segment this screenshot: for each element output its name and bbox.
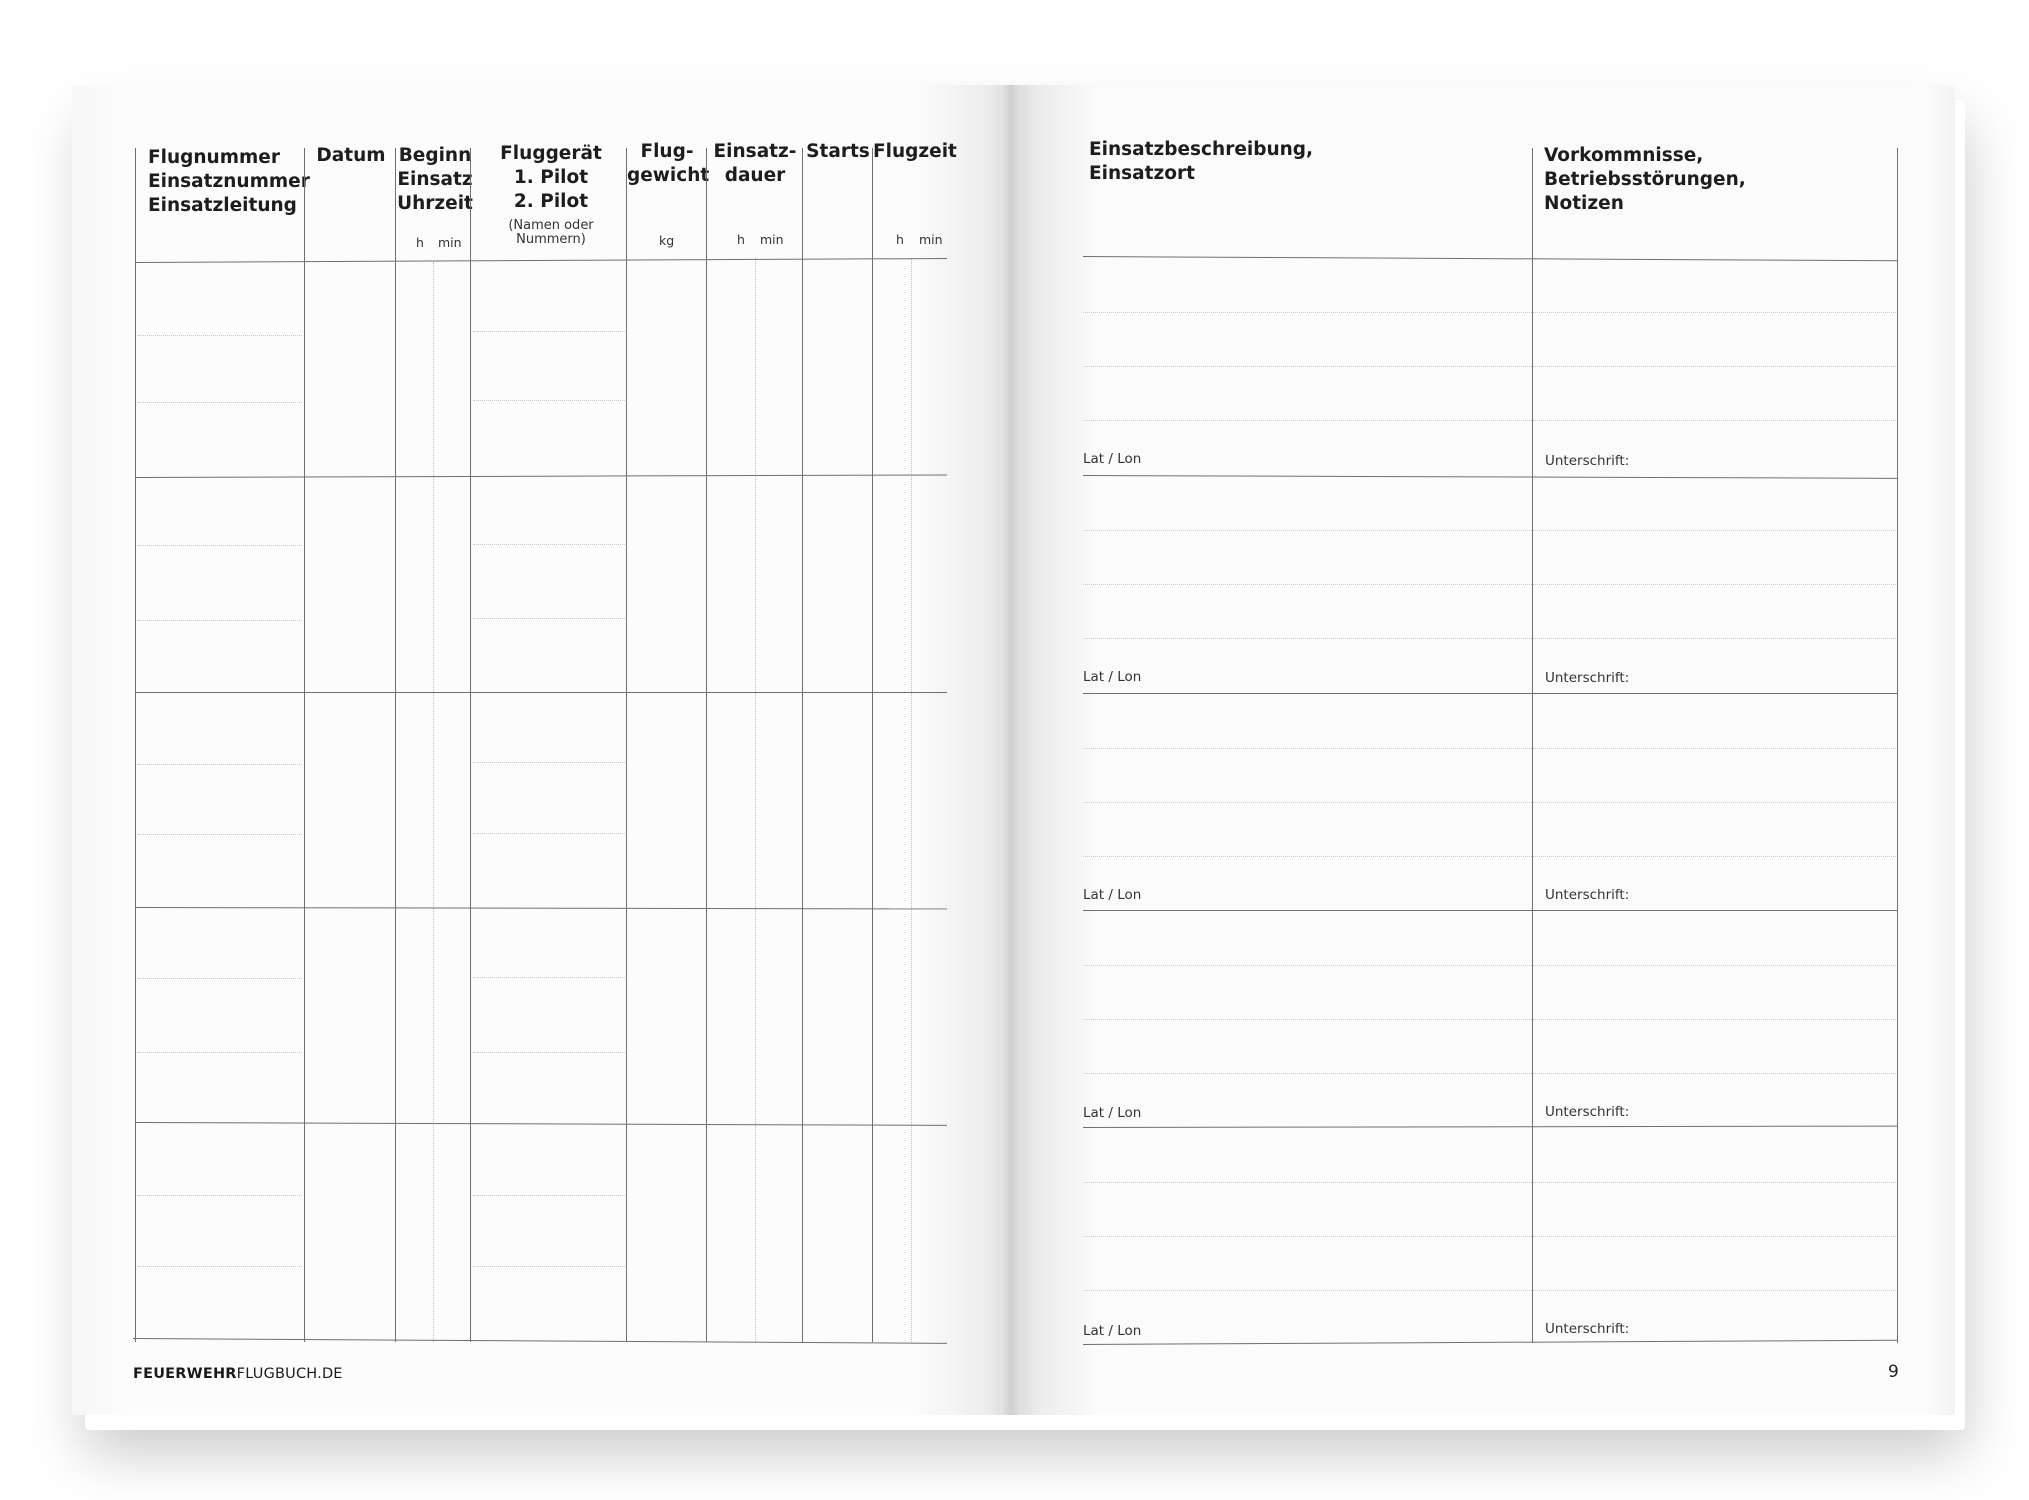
right-page	[1015, 85, 1955, 1415]
writing-line	[1083, 748, 1896, 749]
row-divider	[1083, 693, 1898, 694]
writing-line	[1083, 420, 1896, 421]
row-divider	[135, 692, 947, 693]
writing-line	[473, 977, 625, 978]
writing-line	[473, 618, 625, 619]
col-divider	[626, 148, 627, 1342]
footer-brand: FEUERWEHRFLUGBUCH.DE	[133, 1366, 343, 1382]
writing-line	[138, 1052, 302, 1053]
writing-line	[138, 764, 302, 765]
header-starts: Starts	[806, 141, 870, 162]
book-gutter	[1000, 85, 1022, 1415]
col-divider	[872, 148, 873, 1342]
col-divider	[395, 148, 396, 1342]
writing-line	[473, 1052, 625, 1053]
writing-line	[138, 402, 302, 403]
col-divider	[802, 148, 803, 1342]
einsatzdauer-unit-h: h	[737, 232, 745, 247]
row-divider	[1083, 910, 1898, 911]
writing-line	[1083, 965, 1896, 966]
fluggewicht-unit: kg	[659, 233, 675, 248]
header-flugnummer: Flugnummer Einsatznummer Einsatzleitung	[148, 147, 310, 216]
writing-line	[138, 1195, 302, 1196]
left-table-border	[135, 148, 136, 1342]
writing-line	[138, 335, 302, 336]
writing-line	[1083, 1182, 1896, 1183]
writing-line	[473, 331, 625, 332]
fluggeraet-note: (Namen oder Nummern)	[508, 218, 594, 247]
signature-label: Unterschrift:	[1545, 1104, 1630, 1120]
writing-line	[473, 1195, 625, 1196]
flugzeit-unit-h: h	[896, 232, 904, 247]
header-fluggewicht: Flug- gewicht	[627, 141, 710, 186]
col-divider	[470, 148, 471, 1342]
writing-line	[1083, 802, 1896, 803]
writing-line	[1083, 1073, 1896, 1074]
latlon-label: Lat / Lon	[1083, 887, 1142, 903]
latlon-label: Lat / Lon	[1083, 451, 1142, 467]
writing-line	[1083, 638, 1896, 639]
writing-line	[1083, 856, 1896, 857]
writing-line	[473, 544, 625, 545]
col-divider	[304, 148, 305, 1342]
writing-line	[138, 834, 302, 835]
writing-line	[1083, 366, 1896, 367]
writing-line	[138, 620, 302, 621]
writing-line	[473, 400, 625, 401]
signature-label: Unterschrift:	[1545, 887, 1630, 903]
header-vorkommnisse: Vorkommnisse, Betriebsstörungen, Notizen	[1544, 145, 1746, 214]
writing-line	[1083, 312, 1896, 313]
header-flugzeit: Flugzeit	[873, 141, 957, 162]
writing-line	[1083, 1236, 1896, 1237]
signature-label: Unterschrift:	[1545, 670, 1630, 686]
header-beginn: Beginn Einsatz Uhrzeit	[397, 145, 473, 214]
signature-label: Unterschrift:	[1545, 1321, 1630, 1337]
col-subdivider	[911, 258, 912, 1342]
writing-line	[1083, 1019, 1896, 1020]
left-page	[72, 85, 1007, 1415]
latlon-label: Lat / Lon	[1083, 1105, 1142, 1121]
page-number: 9	[1888, 1362, 1899, 1382]
col-subdivider	[433, 262, 434, 1342]
header-einsatzdauer: Einsatz- dauer	[713, 141, 797, 186]
latlon-label: Lat / Lon	[1083, 669, 1142, 685]
col-divider	[706, 148, 707, 1342]
writing-line	[138, 978, 302, 979]
right-table-border	[1897, 148, 1898, 1343]
writing-line	[138, 1266, 302, 1267]
latlon-label: Lat / Lon	[1083, 1323, 1142, 1339]
header-datum: Datum	[316, 145, 386, 166]
col-subdivider	[755, 258, 756, 1342]
signature-label: Unterschrift:	[1545, 453, 1630, 469]
einsatzdauer-unit-min: min	[760, 232, 784, 247]
writing-line	[1083, 1290, 1896, 1291]
writing-line	[473, 762, 625, 763]
writing-line	[138, 545, 302, 546]
writing-line	[473, 1266, 625, 1267]
writing-line	[1083, 584, 1896, 585]
col-divider	[1532, 148, 1533, 1343]
header-fluggeraet: Fluggerät 1. Pilot 2. Pilot	[500, 143, 602, 212]
beginn-unit-min: min	[438, 235, 462, 250]
beginn-unit-h: h	[416, 235, 424, 250]
flugzeit-unit-min: min	[919, 232, 943, 247]
header-beschreibung: Einsatzbeschreibung, Einsatzort	[1089, 139, 1314, 184]
writing-line	[473, 833, 625, 834]
writing-line	[1083, 530, 1896, 531]
